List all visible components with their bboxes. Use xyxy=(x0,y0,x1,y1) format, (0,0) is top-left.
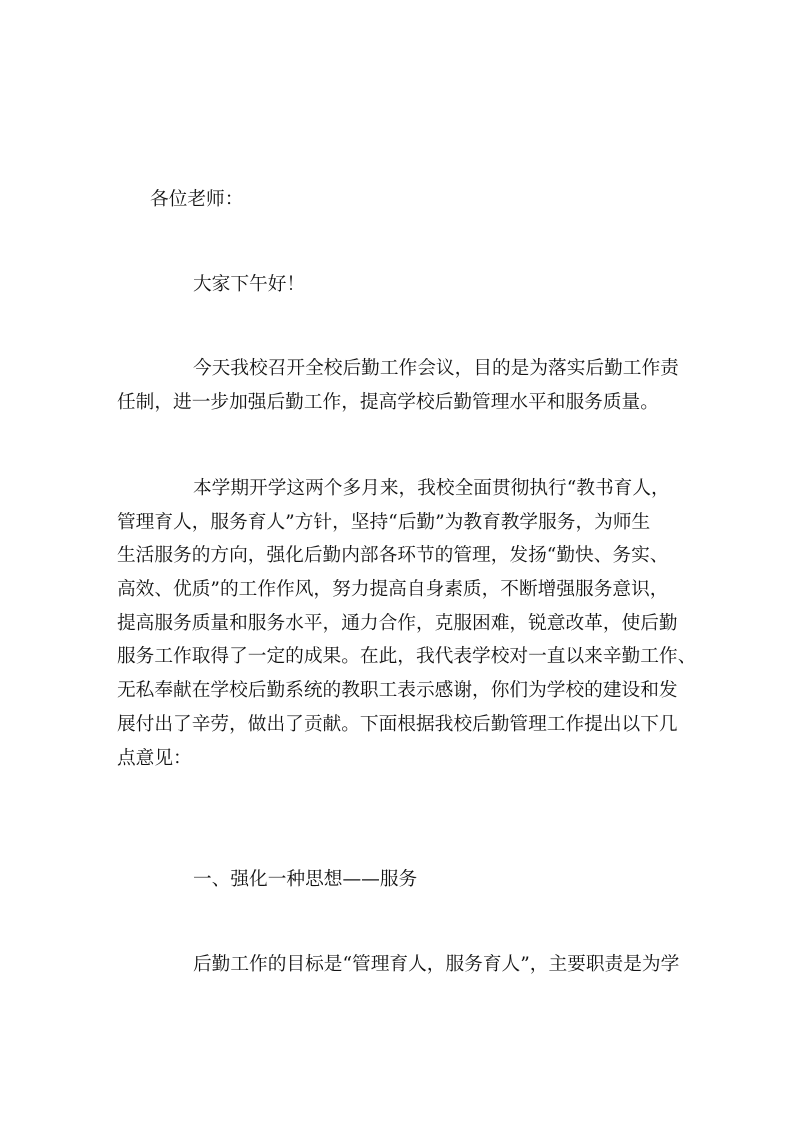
heading-text: 一、强化一种思想——服务 xyxy=(193,869,418,890)
text-line: 提高服务质量和服务水平，通力合作，克服困难，锐意改革，使后勤 xyxy=(117,612,678,634)
text-line: 任制，进一步加强后勤工作，提高学校后勤管理水平和服务质量。 xyxy=(117,391,659,413)
text-line: 本学期开学这两个多月来，我校全面贯彻执行“教书育人， xyxy=(193,478,670,499)
paragraph-3 xyxy=(117,948,687,982)
text-line: 展付出了辛劳，做出了贡献。下面根据我校后勤管理工作提出以下几 xyxy=(117,713,678,735)
text-line: 管理育人，服务育人”方针，坚持“后勤”为教育教学服务，为师生 xyxy=(117,511,651,533)
greeting xyxy=(117,268,687,302)
text-line: 点意见： xyxy=(117,747,192,769)
greeting-text: 大家下午好！ xyxy=(193,274,306,295)
text-line: 生活服务的方向，强化后勤内部各环节的管理，发扬“勤快、务实、 xyxy=(117,545,669,567)
paragraph-2 xyxy=(117,472,697,775)
text-line: 高效、优质”的工作作风，努力提高自身素质，不断增强服务意识， xyxy=(117,579,669,601)
section-heading-1 xyxy=(117,863,687,897)
text-line: 后勤工作的目标是“管理育人，服务育人”，主要职责是为学 xyxy=(193,954,680,975)
text-line: 服务工作取得了一定的成果。在此，我代表学校对一直以来辛勤工作、 xyxy=(117,646,697,668)
salutation-text: 各位老师： xyxy=(150,189,244,210)
text-line: 今天我校召开全校后勤工作会议，目的是为落实后勤工作责 xyxy=(193,358,679,379)
paragraph-1 xyxy=(117,352,687,419)
text-line: 无私奉献在学校后勤系统的教职工表示感谢，你们为学校的建设和发 xyxy=(117,680,678,702)
salutation xyxy=(117,183,687,217)
